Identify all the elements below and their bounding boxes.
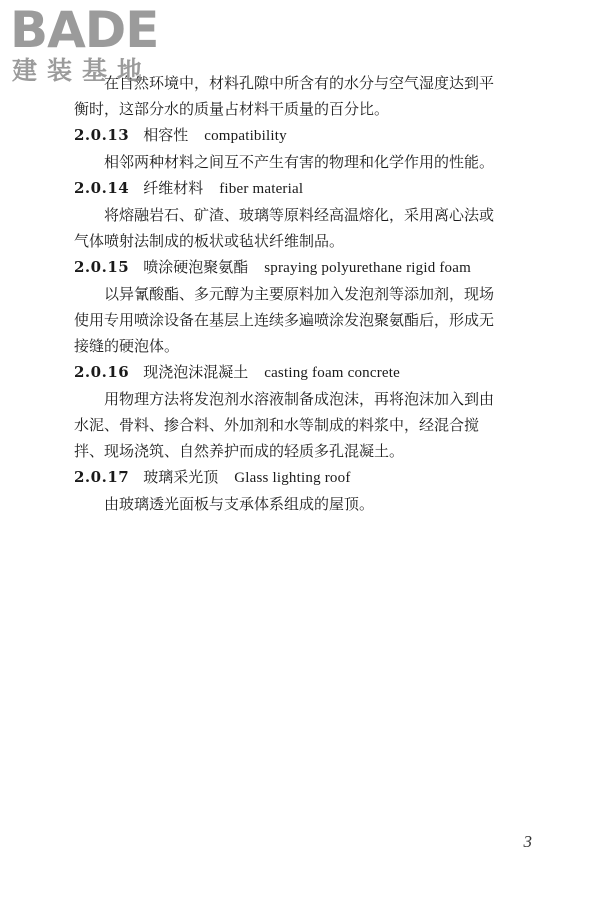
- term-english: spraying polyurethane rigid foam: [264, 260, 471, 276]
- term-definition-line: 接缝的硬泡体。: [74, 337, 180, 355]
- term-chinese: 现浇泡沫混凝土: [143, 363, 249, 381]
- term-english: fiber material: [219, 181, 304, 197]
- term-definition-line: 水泥、骨料、掺合料、外加剂和水等制成的料浆中，经混合搅: [74, 416, 480, 434]
- page-number: 3: [523, 832, 532, 851]
- term-heading: [74, 254, 552, 281]
- term-chinese: 喷涂硬泡聚氨酯: [143, 258, 249, 276]
- term-definition-line: 由玻璃透光面板与支承体系组成的屋顶。: [104, 495, 375, 513]
- term-number: 2.0.15: [74, 258, 130, 276]
- term-heading: [74, 359, 552, 386]
- term-definition-line: 相邻两种材料之间互不产生有害的物理和化学作用的性能。: [104, 153, 495, 171]
- term-chinese: 相容性: [143, 126, 189, 144]
- term-number: 2.0.14: [74, 179, 130, 197]
- term-english: casting foam concrete: [264, 365, 401, 381]
- term-chinese: 玻璃采光顶: [143, 468, 219, 486]
- term-english: Glass lighting roof: [234, 470, 351, 486]
- intro-line-2: 衡时，这部分水的质量占材料干质量的百分比。: [74, 100, 390, 118]
- term-heading: [74, 175, 552, 202]
- term-definition-line: 使用专用喷涂设备在基层上连续多遍喷涂发泡聚氨酯后，形成无: [74, 311, 495, 329]
- intro-line-1: 在自然环境中，材料孔隙中所含有的水分与空气湿度达到平: [104, 74, 495, 92]
- term-heading: [74, 122, 552, 149]
- term-heading: [74, 464, 552, 491]
- term-definition-line: 将熔融岩石、矿渣、玻璃等原料经高温熔化，采用离心法或: [104, 206, 495, 224]
- term-english: compatibility: [204, 128, 287, 144]
- watermark-logo: [10, 1, 175, 90]
- document-body: [74, 70, 552, 517]
- watermark-subtitle: 建装基地: [12, 56, 153, 85]
- term-definition-line: 以异氰酸酯、多元醇为主要原料加入发泡剂等添加剂，现场: [104, 285, 495, 303]
- watermark-brand: BADE: [10, 1, 159, 59]
- term-definition-line: 用物理方法将发泡剂水溶液制备成泡沫，再将泡沫加入到由: [104, 390, 495, 408]
- term-chinese: 纤维材料: [143, 179, 204, 197]
- term-number: 2.0.16: [74, 363, 130, 381]
- term-definition-line: 拌、现场浇筑、自然养护而成的轻质多孔混凝土。: [74, 442, 405, 460]
- term-number: 2.0.13: [74, 126, 130, 144]
- term-number: 2.0.17: [74, 468, 130, 486]
- term-definition-line: 气体喷射法制成的板状或毡状纤维制品。: [74, 232, 345, 250]
